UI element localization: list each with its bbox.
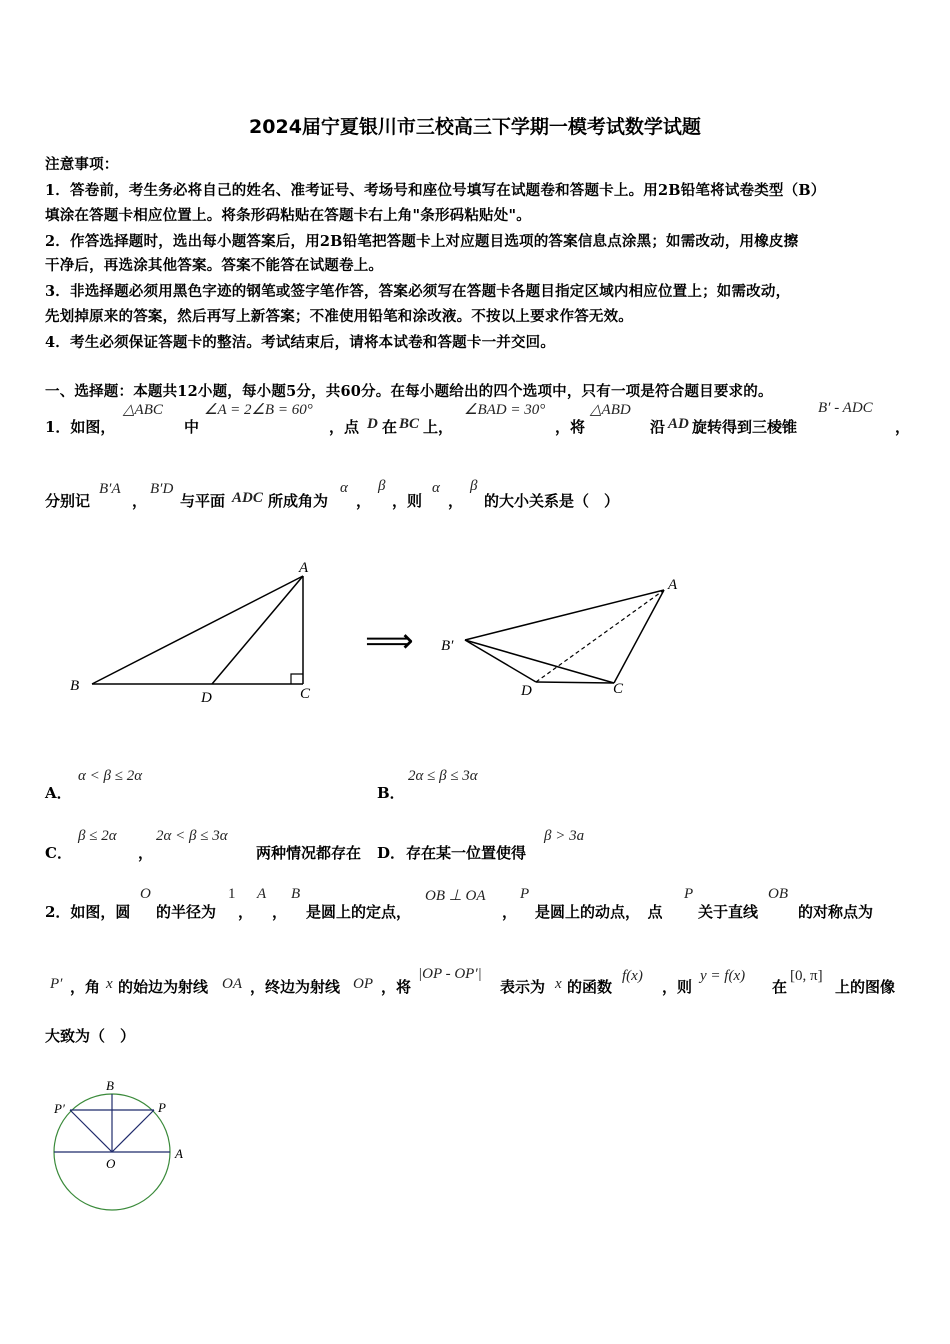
point-label-b: B [106, 1078, 114, 1093]
q2-circle-figure [45, 1070, 205, 1220]
math-p: P [520, 886, 530, 902]
notice-line: 先划掉原来的答案，然后再写上新答案；不准使用铅笔和涂改液。不按以上要求作答无效。 [45, 308, 633, 325]
math-abs-difference: |OP - OP′| [418, 966, 482, 982]
q2-text: 的对称点为 [798, 903, 874, 921]
math-triangle-abc: △ABC [123, 402, 163, 418]
math-alpha: α [340, 480, 348, 496]
q2-text: 大致为（ ） [45, 1027, 136, 1045]
math-beta: β [378, 478, 386, 494]
option-b-label[interactable]: B． [377, 784, 405, 802]
math-a: A [257, 886, 267, 902]
math-y-equals-fx: y = f(x) [700, 968, 746, 984]
q1-text: 的大小关系是（ ） [484, 492, 620, 510]
math-alpha: α [432, 480, 440, 496]
q1-text: 在 [382, 418, 398, 436]
option-d-formula: β > 3a [544, 828, 585, 844]
q1-text: ， [895, 418, 911, 436]
math-oa: OA [222, 976, 242, 992]
math-angle-bad: ∠BAD = 30° [464, 402, 546, 418]
math-interval: [0, π] [790, 968, 823, 984]
point-label-p: P [158, 1100, 166, 1115]
option-c-label[interactable]: C． [45, 844, 72, 862]
q1-text: 旋转得到三棱锥 [692, 418, 798, 436]
point-label-c: C [300, 686, 311, 702]
section-heading: 一、选择题：本题共12小题，每小题5分，共60分。在每小题给出的四个选项中，只有一项是符合题目要求的。 [45, 383, 773, 400]
math-p: P [684, 886, 694, 902]
option-a-label[interactable]: A． [45, 784, 72, 802]
math-ob: OB [768, 886, 788, 902]
notice-line: 填涂在答题卡相应位置上。将条形码粘贴在答题卡右上角"条形码粘贴处"。 [45, 207, 531, 224]
segment-label-bc: BC [399, 416, 420, 432]
q1-text: ，将 [555, 418, 586, 436]
q1-text: ，则 [392, 492, 423, 510]
notice-line: 1．答卷前，考生务必将自己的姓名、准考证号、考场号和座位号填写在试题卷和答题卡上。用2B铅笔将试卷类型（B） [45, 182, 826, 199]
math-angle-relation: ∠A = 2∠B = 60° [204, 402, 313, 418]
notice-line: 2．作答选择题时，选出每小题答案后，用2B铅笔把答题卡上对应题目选项的答案信息点涂黑；如需改动，用橡皮擦 [45, 233, 799, 250]
option-a-formula: α < β ≤ 2α [78, 768, 143, 784]
notice-line: 4．考生必须保证答题卡的整洁。考试结束后，请将本试卷和答题卡一并交回。 [45, 334, 556, 351]
point-label-d: D [367, 416, 378, 432]
q2-text: 的函数 [567, 978, 613, 996]
point-label-a: A [668, 577, 678, 593]
option-b-formula: 2α ≤ β ≤ 3α [408, 768, 478, 784]
math-pyramid: B′ - ADC [818, 400, 873, 416]
q2-text: ，则 [662, 978, 693, 996]
math-ba: B′A [99, 481, 121, 497]
math-fx: f(x) [622, 968, 643, 984]
point-label-a: A [175, 1146, 183, 1161]
q2-text: 关于直线 [698, 903, 759, 921]
q2-text: ，将 [381, 978, 412, 996]
notice-line: 干净后，再选涂其他答案。答案不能答在试题卷上。 [45, 257, 384, 274]
q1-text: ， [356, 492, 372, 510]
q2-text: 表示为 [500, 978, 546, 996]
q2-text: 是圆上的动点， 点 [535, 903, 663, 921]
point-label-p-prime: P′ [54, 1101, 65, 1116]
point-label-o: O [106, 1156, 116, 1171]
point-label-b-prime: B′ [441, 638, 454, 654]
q2-text: 在 [772, 978, 788, 996]
q1-text: 中 [184, 418, 200, 436]
math-x: x [106, 976, 113, 992]
q2-text: 是圆上的定点， [306, 903, 412, 921]
math-x: x [555, 976, 562, 992]
q2-text: 的半径为 [156, 903, 217, 921]
transform-arrow-icon: ⟹ [365, 623, 414, 660]
option-d-label[interactable]: D． [377, 844, 406, 862]
point-label-a: A [299, 560, 309, 576]
notice-line: 3．非选择题必须用黑色字迹的钢笔或签字笔作答，答案必须写在答题卡各题目指定区域内相应位置上；如需改动， [45, 283, 791, 300]
math-triangle-abd: △ABD [590, 402, 631, 418]
q2-text: ， [502, 903, 518, 921]
triangle-figure-left [92, 576, 303, 684]
math-one: 1 [228, 886, 236, 902]
point-label-c: C [613, 681, 624, 697]
q1-text: 与平面 [180, 492, 226, 510]
q2-number: 2．如图，圆 [45, 903, 131, 921]
q1-figure [60, 550, 900, 720]
math-beta: β [470, 478, 478, 494]
option-c-formula-2: 2α < β ≤ 3α [156, 828, 228, 844]
point-label-d: D [201, 690, 212, 706]
q1-text: 分别记 [45, 492, 91, 510]
math-perpendicular: OB ⊥ OA [425, 888, 486, 904]
q2-text: ， [272, 903, 288, 921]
segment-label-ad: AD [668, 416, 689, 432]
q1-text: 上， [423, 418, 454, 436]
q1-text: 所成角为 [268, 492, 329, 510]
q2-text: 上的图像 [835, 978, 896, 996]
q1-text: ，点 [329, 418, 360, 436]
math-op: OP [353, 976, 373, 992]
point-label-b: B [70, 678, 80, 694]
q1-text: ， [132, 492, 148, 510]
plane-label-adc: ADC [232, 490, 263, 506]
q1-number: 1．如图， [45, 418, 116, 436]
math-bd: B′D [150, 481, 174, 497]
option-c-text: 两种情况都存在 [256, 844, 362, 862]
q2-text: ，角 [70, 978, 101, 996]
q1-text: 沿 [650, 418, 666, 436]
q2-text: 的始边为射线 [118, 978, 209, 996]
q2-text: ， [238, 903, 254, 921]
point-label-d: D [521, 683, 532, 699]
page-title: 2024届宁夏银川市三校高三下学期一模考试数学试题 [249, 116, 701, 138]
math-p-prime: P′ [50, 976, 63, 992]
option-c-formula-1: β ≤ 2α [78, 828, 117, 844]
option-d-text: 存在某一位置使得 [406, 844, 527, 862]
q1-text: ， [448, 492, 464, 510]
math-b: B [291, 886, 301, 902]
notice-heading: 注意事项： [45, 156, 119, 173]
pyramid-figure-right [465, 590, 664, 683]
math-o: O [140, 886, 151, 902]
q2-text: ，终边为射线 [250, 978, 341, 996]
option-c-separator: ， [138, 844, 154, 862]
